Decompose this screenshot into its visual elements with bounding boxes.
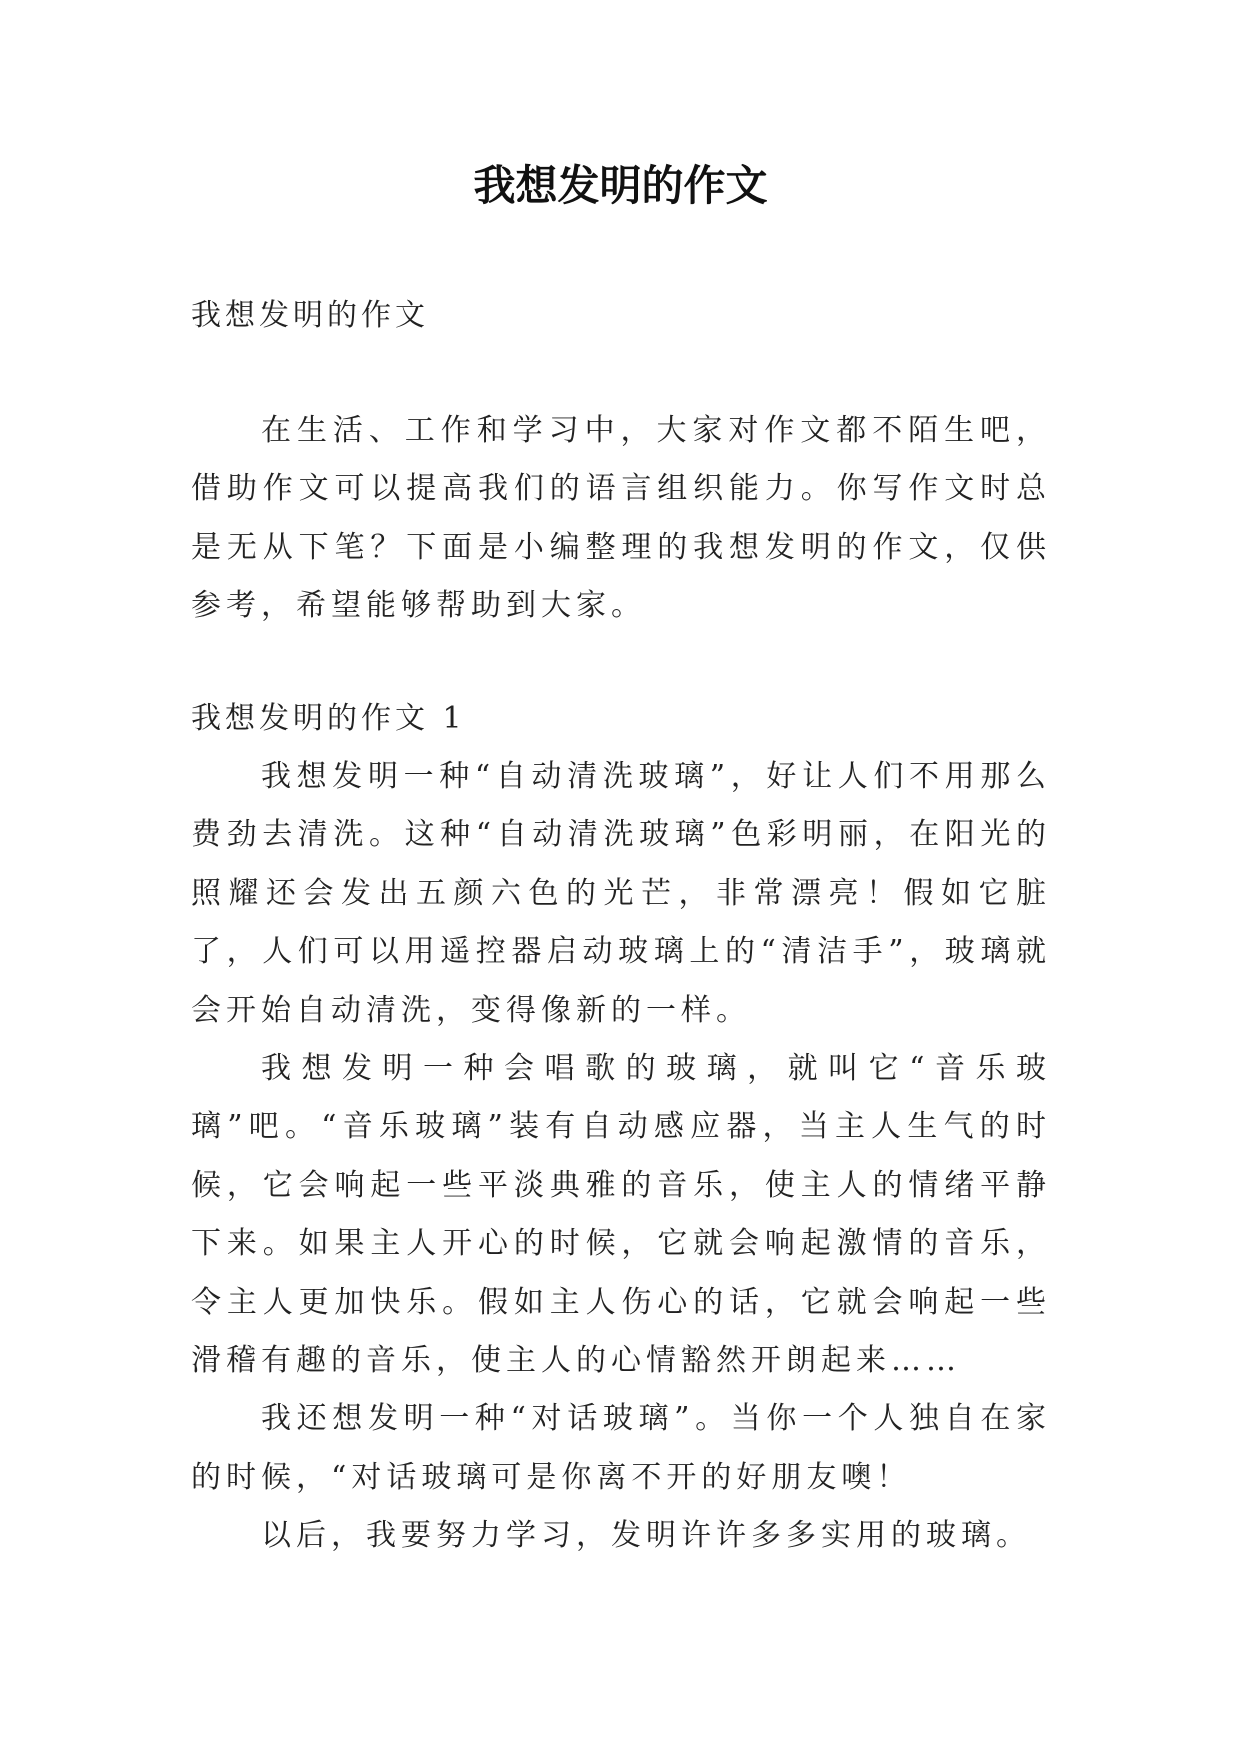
section-paragraph: 以后，我要努力学习，发明许许多多实用的玻璃。: [261, 1518, 1031, 1554]
intro-paragraph: 在生活、工作和学习中，大家对作文都不陌生吧，借助作文可以提高我们的语言组织能力。你写作文时总是无从下笔？下面是小编整理的我想发明的作文，仅供参考，希望能够帮助到大家。: [191, 413, 1051, 624]
section-paragraph: 我还想发明一种“对话玻璃”。当你一个人独自在家的时候，“对话玻璃可是你离不开的好朋友噢！: [191, 1401, 1051, 1495]
section-heading: 我想发明的作文 1: [191, 701, 466, 736]
document-subtitle: 我想发明的作文: [191, 298, 429, 333]
section-paragraph: 我想发明一种“自动清洗玻璃”，好让人们不用那么费劲去清洗。这种“自动清洗玻璃”色彩明丽，在阳光的照耀还会发出五颜六色的光芒，非常漂亮！假如它脏了，人们可以用遥控器启动玻璃上的“清洁手”，玻璃就会开始自动清洗，变得像新的一样。: [191, 759, 1051, 1028]
section-body: [191, 748, 1051, 1566]
document-title: 我想发明的作文: [473, 161, 768, 210]
section-paragraph: 我想发明一种会唱歌的玻璃，就叫它“音乐玻璃”吧。“音乐玻璃”装有自动感应器，当主人生气的时候，它会响起一些平淡典雅的音乐，使主人的情绪平静下来。如果主人开心的时候，它就会响起激情的音乐，令主人更加快乐。假如主人伤心的话，它就会响起一些滑稽有趣的音乐，使主人的心情豁然开朗起来……: [191, 1051, 1051, 1379]
